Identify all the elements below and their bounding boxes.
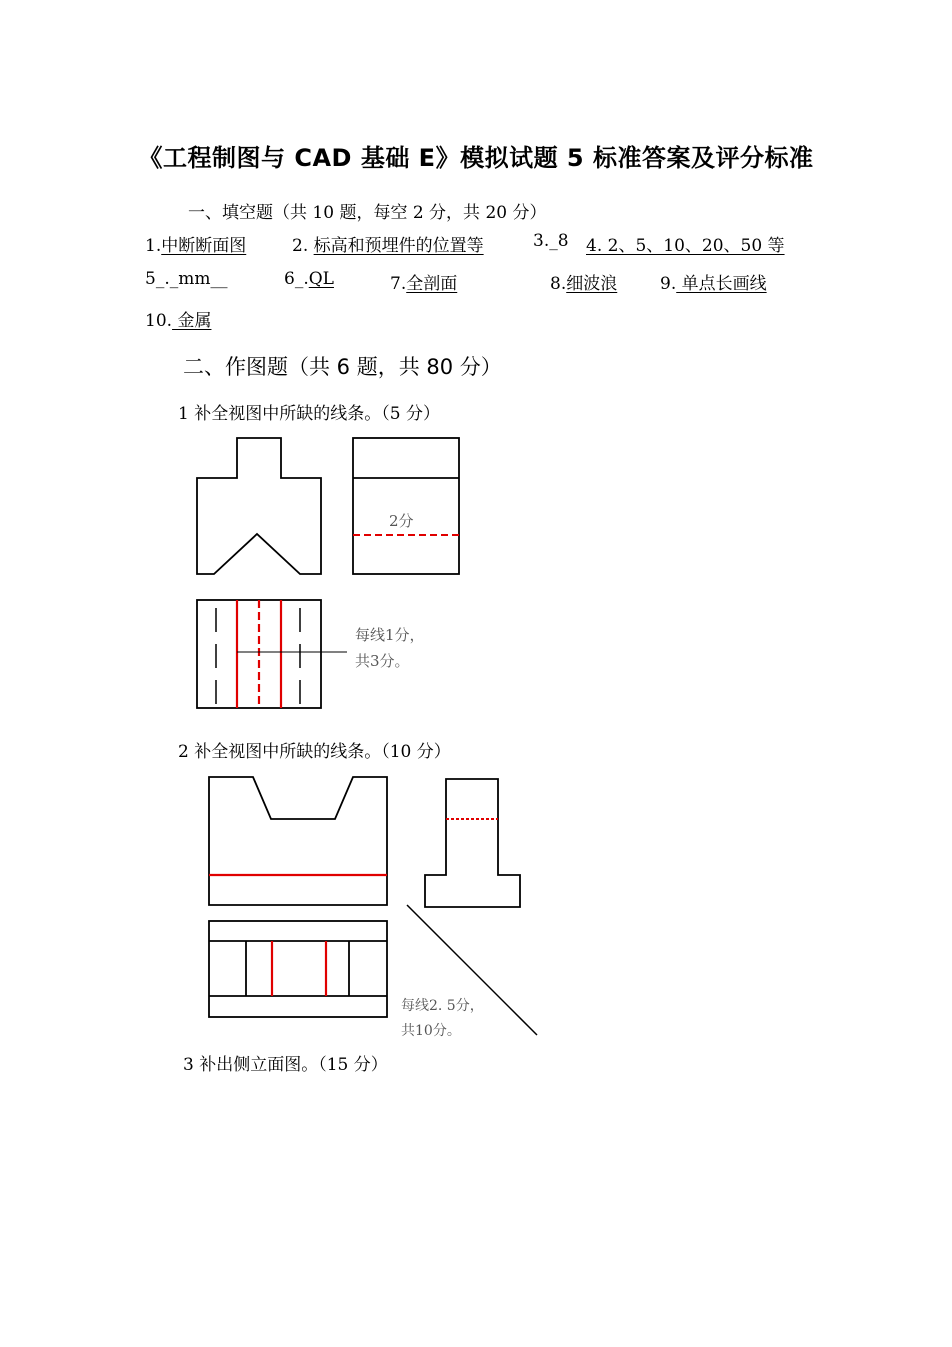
score-note-line1: 每线2. 5分， xyxy=(401,998,484,1014)
answer-6 xyxy=(284,269,334,289)
answer-3 xyxy=(533,231,569,251)
answer-10 xyxy=(145,306,211,331)
q-num: 2 xyxy=(178,742,189,762)
question-2-label xyxy=(178,737,451,762)
answer-num: 8. xyxy=(550,274,567,294)
q-score: （10 分） xyxy=(381,742,451,762)
answer-value: _8 xyxy=(549,231,569,251)
score-note-line2: 共10分。 xyxy=(401,1023,461,1039)
answer-num: 2. xyxy=(292,236,314,256)
front-view-outline xyxy=(209,777,387,905)
q-text: 补全视图中所缺的线条。 xyxy=(188,742,382,762)
question-1-label xyxy=(178,399,440,424)
score-note-2: 2分 xyxy=(389,512,414,530)
q-text: 补全视图中所缺的线条。 xyxy=(188,404,382,424)
answer-num: 1. xyxy=(145,236,162,256)
answer-value: 全剖面 xyxy=(406,274,458,294)
answer-5 xyxy=(145,269,227,289)
answer-num: 6_. xyxy=(284,269,309,289)
side-view-outline xyxy=(425,779,520,907)
answer-num: 3. xyxy=(533,231,550,251)
score-note-line1: 每线1分， xyxy=(355,626,425,644)
front-view-outline xyxy=(197,438,321,574)
answer-2 xyxy=(292,231,484,256)
answer-7 xyxy=(390,269,457,294)
answer-value: 4. 2、5、10、20、50 等 xyxy=(586,236,785,256)
answer-value: 金属 xyxy=(172,311,212,331)
answer-8 xyxy=(550,269,617,294)
top-view-outline xyxy=(209,921,387,1017)
score-note-line2: 共3分。 xyxy=(355,652,410,670)
section2-heading: 二、作图题（共 6 题，共 80 分） xyxy=(183,355,502,379)
answer-value: _mm__ xyxy=(169,269,228,289)
q-num: 1 xyxy=(178,404,189,424)
document-title: 《工程制图与 CAD 基础 E》模拟试题 5 标准答案及评分标准 xyxy=(138,144,814,172)
answer-num: 10. xyxy=(145,311,173,331)
answer-value: 标高和预埋件的位置等 xyxy=(313,236,484,256)
side-view-outline xyxy=(353,438,459,574)
answer-value: 中断断面图 xyxy=(161,236,247,256)
answer-9 xyxy=(660,269,767,294)
answer-num: 9. xyxy=(660,274,677,294)
question-3-label: 3 补出侧立面图。（15 分） xyxy=(183,1055,388,1075)
answer-value: 细波浪 xyxy=(566,274,618,294)
answer-num: 7. xyxy=(390,274,407,294)
question-2-drawing xyxy=(185,765,545,1045)
answer-value: QL xyxy=(308,269,334,289)
section1-heading: 一、填空题（共 10 题，每空 2 分，共 20 分） xyxy=(188,203,547,223)
miter-line xyxy=(407,905,537,1035)
q-score: （5 分） xyxy=(381,404,440,424)
answer-num: 5_. xyxy=(145,269,170,289)
answer-4 xyxy=(586,231,785,256)
answer-value: 单点长画线 xyxy=(676,274,767,294)
answer-1 xyxy=(145,231,246,256)
question-1-drawing xyxy=(185,430,485,720)
